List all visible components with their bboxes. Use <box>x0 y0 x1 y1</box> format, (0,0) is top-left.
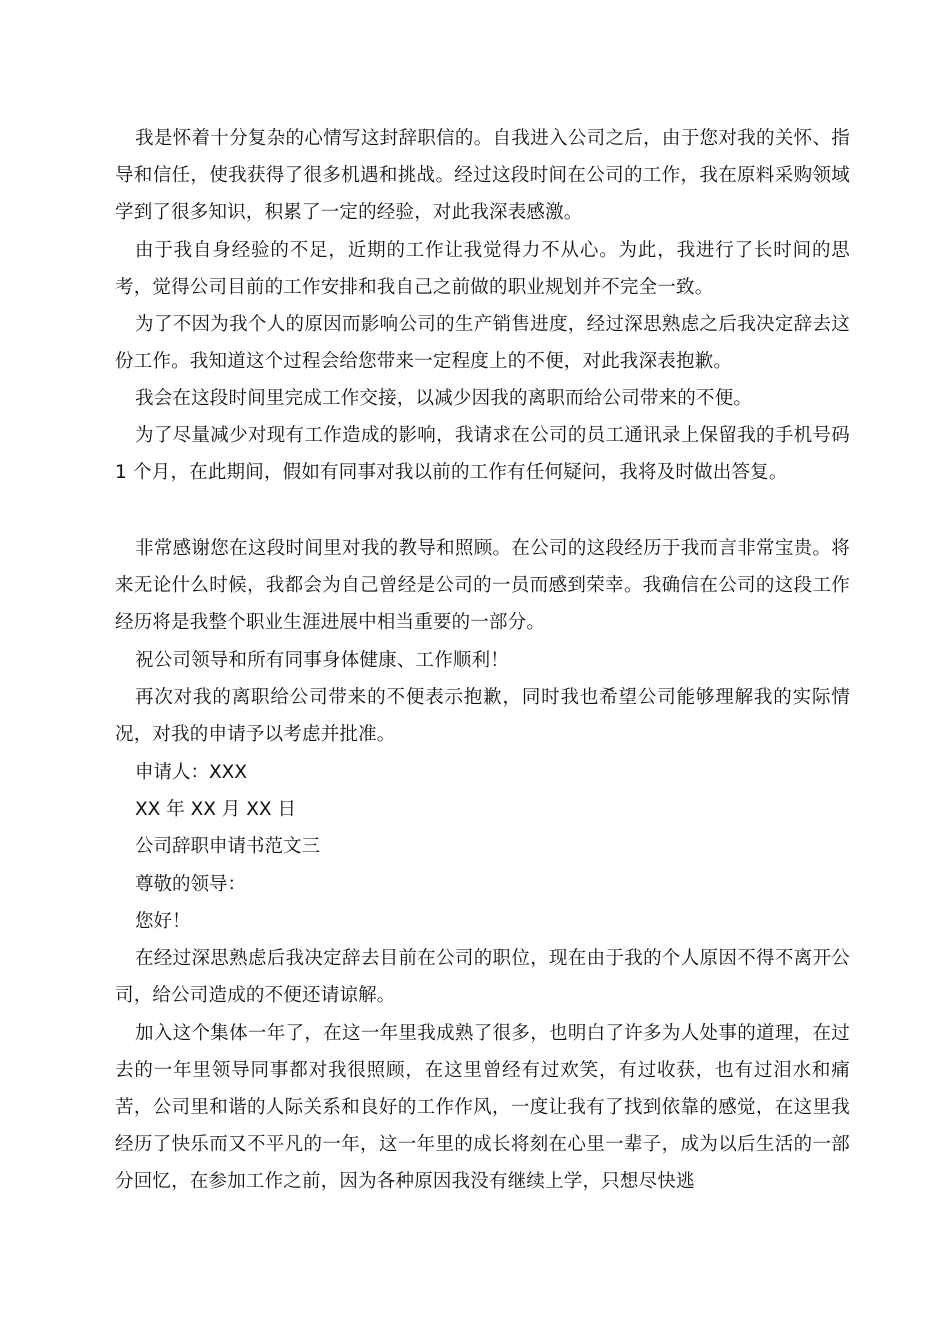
paragraph-5: 为了尽量减少对现有工作造成的影响，我请求在公司的员工通讯录上保留我的手机号码 1 个月，在此期间，假如有同事对我以前的工作有任何疑问，我将及时做出答复。 <box>115 425 850 483</box>
paragraph-10: 加入这个集体一年了，在这一年里我成熟了很多，也明白了许多为人处事的道理，在过去的一年里领导同事都对我很照顾，在这里曾经有过欢笑，有过收获，也有过泪水和痛苦，公司里和谐的人际关系和良好的工作作风，一度让我有了找到依靠的感觉，在这里我经历了快乐而又不平凡的一年，这一年里的成长将刻在心里一辈子，成为以后生活的一部分回忆，在参加工作之前，因为各种原因我没有继续上学，只想尽快逃 <box>115 1023 850 1192</box>
paragraph-4: 我会在这段时间里完成工作交接，以减少因我的离职而给公司带来的不便。 <box>135 388 753 409</box>
paragraph-9: 在经过深思熟虑后我决定辞去目前在公司的职位，现在由于我的个人原因不得不离开公司，给公司造成的不便还请谅解。 <box>115 948 850 1006</box>
paragraph-3: 为了不因为我个人的原因而影响公司的生产销售进度，经过深思熟虑之后我决定辞去这份工作。我知道这个过程会给您带来一定程度上的不便，对此我深表抱歉。 <box>115 314 850 372</box>
salutation: 尊敬的领导： <box>135 874 247 895</box>
date-line: XX 年 XX 月 XX 日 <box>135 799 296 820</box>
paragraph-7: 祝公司领导和所有同事身体健康、工作顺利！ <box>135 650 510 671</box>
applicant-line: 申请人：XXX <box>135 762 248 783</box>
paragraph-2: 由于我自身经验的不足，近期的工作让我觉得力不从心。为此，我进行了长时间的思考，觉得公司目前的工作安排和我自己之前做的职业规划并不完全一致。 <box>115 240 850 298</box>
paragraph-1: 我是怀着十分复杂的心情写这封辞职信的。自我进入公司之后，由于您对我的关怀、指导和信任，使我获得了很多机遇和挑战。经过这段时间在公司的工作，我在原料采购领域学到了很多知识，积累了一定的经验，对此我深表感激。 <box>115 128 850 223</box>
paragraph-6: 非常感谢您在这段时间里对我的教导和照顾。在公司的这段经历于我而言非常宝贵。将来无论什么时候，我都会为自己曾经是公司的一员而感到荣幸。我确信在公司的这段工作经历将是我整个职业生涯进展中相当重要的一部分。 <box>115 538 850 633</box>
section-title: 公司辞职申请书范文三 <box>135 836 321 857</box>
greeting: 您好！ <box>135 911 191 932</box>
paragraph-8: 再次对我的离职给公司带来的不便表示抱歉，同时我也希望公司能够理解我的实际情况，对我的申请予以考虑并批准。 <box>115 687 850 745</box>
